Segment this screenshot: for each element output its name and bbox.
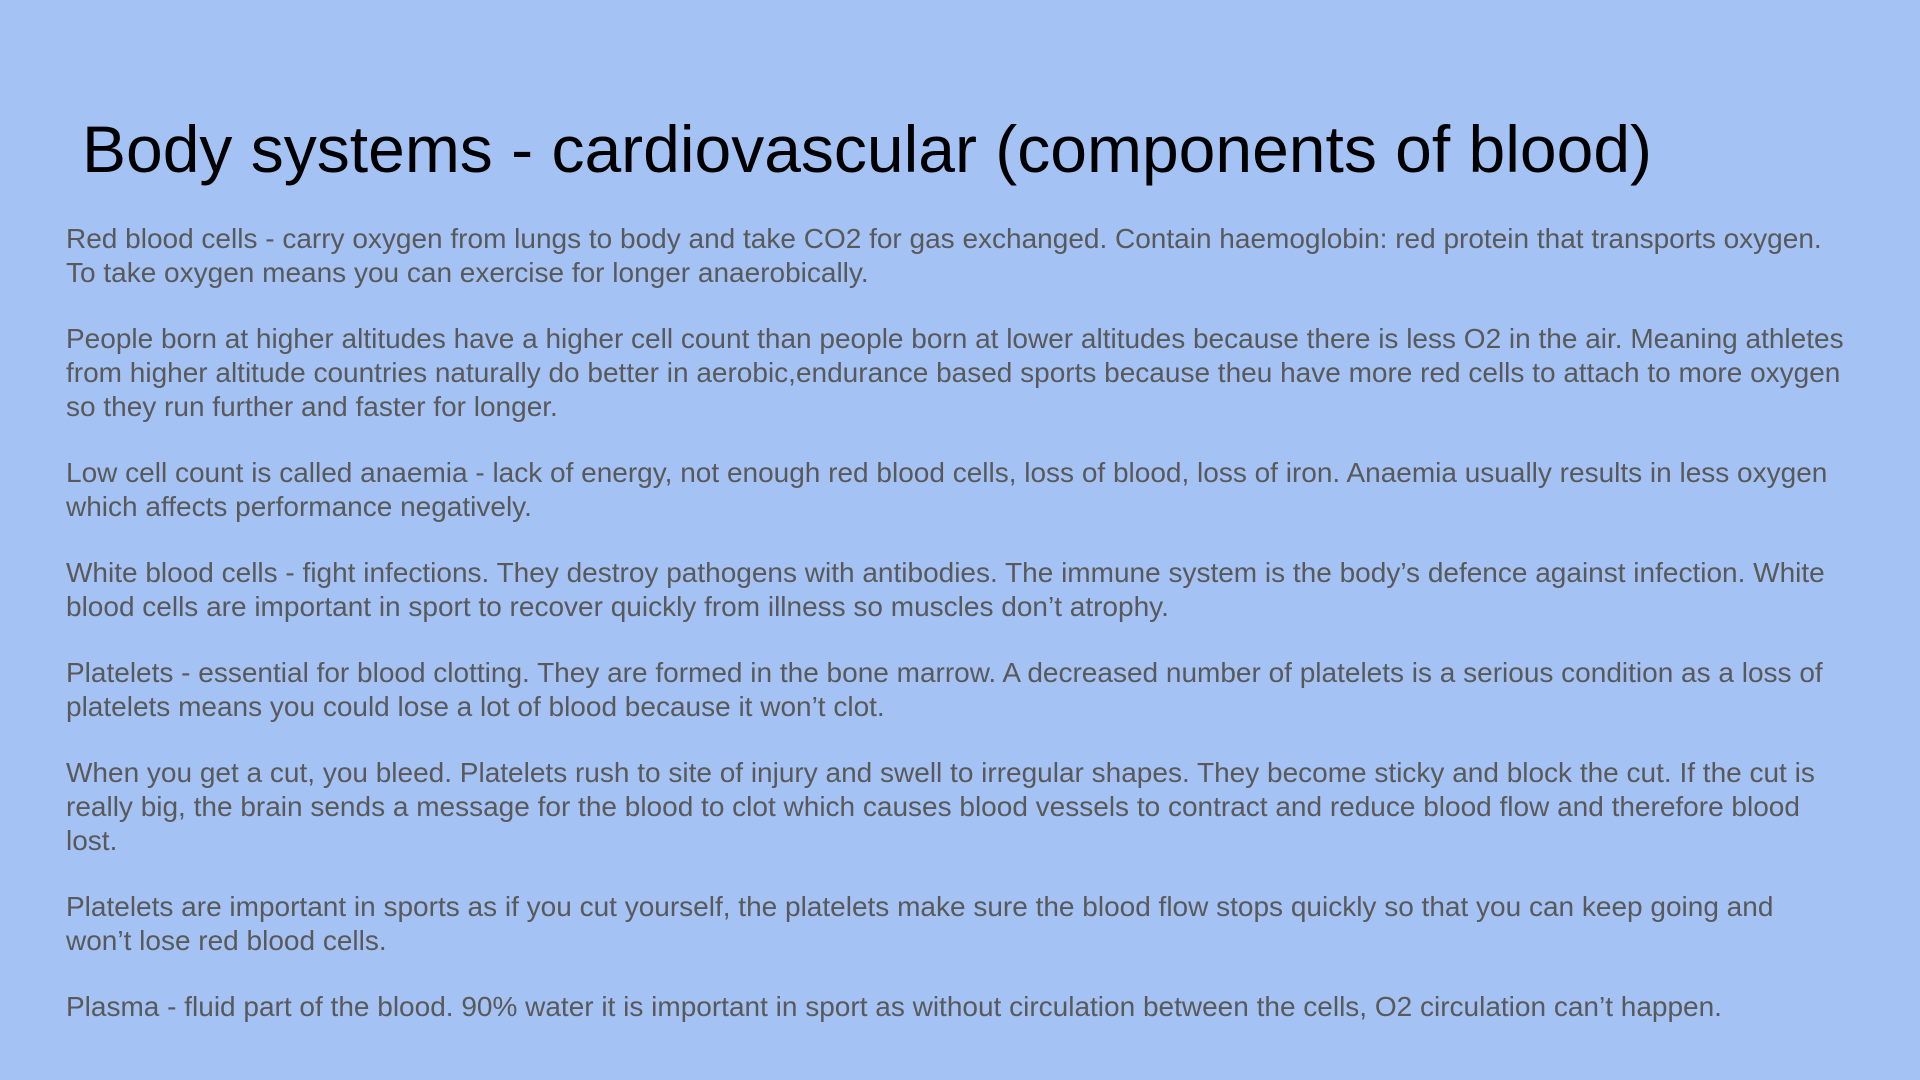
paragraph-anaemia: Low cell count is called anaemia - lack of energy, not enough red blood cells, loss of blood, loss of iron. Anaemia usually results in less oxygen which affects performance negatively.: [66, 457, 1828, 522]
slide-body: [66, 222, 1846, 1024]
paragraph-white-blood-cells: White blood cells - fight infections. They destroy pathogens with antibodies. The immune system is the body’s defence against infection. White blood cells are important in sport to recover quickly from illness so muscles don’t atrophy.: [66, 557, 1825, 622]
slide-title: Body systems - cardiovascular (components of blood): [82, 112, 1653, 186]
paragraph-altitude: People born at higher altitudes have a higher cell count than people born at lower altitudes because there is less O2 in the air. Meaning athletes from higher altitude countries naturally do better in aerobic,endurance based sports because theu have more red cells to attach to more oxygen so they run further and faster for longer.: [66, 323, 1844, 422]
paragraph-platelets-sport: Platelets are important in sports as if you cut yourself, the platelets make sure the blood flow stops quickly so that you can keep going and won’t lose red blood cells.: [66, 891, 1774, 956]
paragraph-red-blood-cells: Red blood cells - carry oxygen from lungs to body and take CO2 for gas exchanged. Contain haemoglobin: red protein that transports oxygen. To take oxygen means you can exercise for longer anaerobically.: [66, 223, 1822, 288]
paragraph-cut-clotting: When you get a cut, you bleed. Platelets rush to site of injury and swell to irregular shapes. They become sticky and block the cut. If the cut is really big, the brain sends a message for the blood to clot which causes blood vessels to contract and reduce blood flow and therefore blood lost.: [66, 757, 1815, 856]
paragraph-plasma: Plasma - fluid part of the blood. 90% water it is important in sport as without circulation between the cells, O2 circulation can’t happen.: [66, 991, 1722, 1022]
paragraph-platelets: Platelets - essential for blood clotting. They are formed in the bone marrow. A decreased number of platelets is a serious condition as a loss of platelets means you could lose a lot of blood because it won’t clot.: [66, 657, 1823, 722]
